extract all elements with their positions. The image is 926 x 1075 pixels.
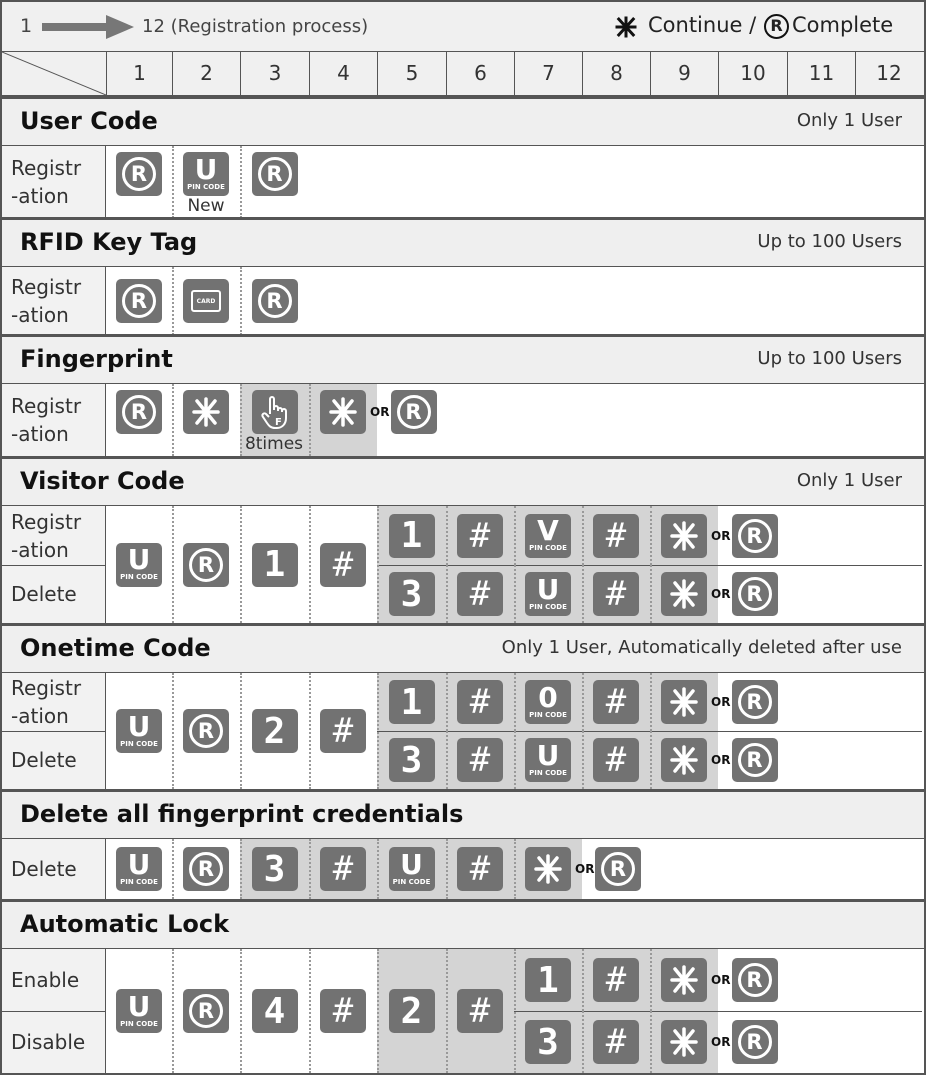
step-divider bbox=[650, 673, 652, 731]
asterisk-icon bbox=[532, 853, 564, 885]
section-title: User Code bbox=[20, 107, 158, 135]
step-from: 1 bbox=[20, 15, 33, 37]
key-r bbox=[732, 680, 778, 724]
hash-glyph: # bbox=[605, 960, 627, 1000]
r-circle-icon: R bbox=[738, 577, 772, 611]
column-number: 3 bbox=[240, 52, 309, 95]
step-divider bbox=[650, 1011, 652, 1073]
or-label: OR bbox=[711, 973, 731, 987]
row-label: Registr -ation bbox=[2, 384, 106, 456]
key-hash bbox=[320, 543, 366, 587]
pin-code-label: PIN CODE bbox=[120, 1019, 158, 1028]
r-circle-icon: R bbox=[189, 548, 223, 582]
r-circle-icon: R bbox=[397, 395, 431, 429]
pin-key-letter: U bbox=[127, 709, 151, 743]
finger-touch-icon bbox=[258, 394, 292, 430]
digit-glyph: 3 bbox=[400, 573, 423, 615]
step-divider bbox=[240, 673, 242, 789]
key-r bbox=[183, 847, 229, 891]
step-divider bbox=[514, 731, 516, 789]
step-divider bbox=[240, 839, 242, 899]
key-r bbox=[732, 958, 778, 1002]
key-fingerprint bbox=[252, 390, 298, 434]
key-r bbox=[183, 709, 229, 753]
key-3 bbox=[389, 572, 435, 616]
column-number: 2 bbox=[172, 52, 240, 95]
key-hash bbox=[320, 847, 366, 891]
section-note: Up to 100 Users bbox=[757, 231, 902, 252]
row-separator bbox=[2, 1011, 106, 1012]
digit-glyph: 2 bbox=[400, 990, 423, 1032]
key-u bbox=[525, 572, 571, 616]
hash-glyph: # bbox=[469, 991, 491, 1031]
key-r bbox=[183, 543, 229, 587]
hash-glyph: # bbox=[469, 849, 491, 889]
row-separator bbox=[2, 565, 106, 566]
row-label: Delete bbox=[2, 731, 106, 789]
section-title: Automatic Lock bbox=[20, 910, 230, 938]
step-divider bbox=[446, 839, 448, 899]
step-divider bbox=[172, 839, 174, 899]
asterisk-icon bbox=[668, 520, 700, 552]
step-divider bbox=[582, 1011, 584, 1073]
r-circle-icon: R bbox=[764, 14, 789, 39]
key-hash bbox=[593, 738, 639, 782]
step-divider bbox=[514, 506, 516, 565]
key-r bbox=[252, 152, 298, 196]
hash-glyph: # bbox=[605, 1022, 627, 1062]
step-divider bbox=[446, 731, 448, 789]
digit-glyph: 1 bbox=[400, 681, 423, 723]
key-r bbox=[391, 390, 437, 434]
key-hash bbox=[457, 680, 503, 724]
key-u bbox=[525, 738, 571, 782]
row-label: Registr -ation bbox=[2, 146, 106, 218]
diagonal-divider bbox=[2, 52, 106, 95]
hash-glyph: # bbox=[332, 849, 354, 889]
r-circle-icon: R bbox=[601, 852, 635, 886]
hash-glyph: # bbox=[605, 515, 627, 556]
step-divider bbox=[582, 673, 584, 731]
or-label: OR bbox=[711, 587, 731, 601]
step-divider bbox=[582, 731, 584, 789]
column-number: 6 bbox=[446, 52, 514, 95]
step-divider bbox=[446, 949, 448, 1073]
section-title: Fingerprint bbox=[20, 345, 173, 373]
key-r bbox=[116, 152, 162, 196]
step-divider bbox=[446, 565, 448, 623]
digit-glyph: 1 bbox=[263, 544, 286, 585]
pin-code-label: PIN CODE bbox=[120, 739, 158, 748]
step-divider bbox=[309, 949, 311, 1073]
key-star bbox=[661, 958, 707, 1002]
step-divider bbox=[514, 565, 516, 623]
step-divider bbox=[377, 839, 379, 899]
row-separator bbox=[514, 1011, 922, 1012]
r-circle-icon: R bbox=[738, 685, 772, 719]
key-1 bbox=[389, 680, 435, 724]
step-divider bbox=[582, 506, 584, 565]
pin-key-letter: 0 bbox=[538, 680, 558, 714]
card-icon: CARD bbox=[191, 290, 221, 312]
section-heading bbox=[2, 96, 924, 146]
step-note: New bbox=[187, 196, 225, 216]
pin-key-letter: U bbox=[127, 847, 151, 881]
step-note: 8times bbox=[244, 434, 304, 454]
key-v bbox=[525, 514, 571, 558]
key-star bbox=[661, 514, 707, 558]
key-3 bbox=[525, 1020, 571, 1064]
section-title: Delete all fingerprint credentials bbox=[20, 800, 464, 828]
or-label: OR bbox=[575, 862, 595, 876]
step-divider bbox=[446, 506, 448, 565]
asterisk-icon bbox=[614, 15, 638, 39]
pin-code-label: PIN CODE bbox=[392, 877, 431, 886]
r-circle-icon: R bbox=[189, 714, 223, 748]
key-u bbox=[116, 989, 162, 1033]
svg-text:F: F bbox=[274, 417, 282, 428]
section-heading bbox=[2, 789, 924, 839]
hash-glyph: # bbox=[332, 711, 354, 751]
key-star bbox=[661, 572, 707, 616]
key-r bbox=[732, 572, 778, 616]
key-star bbox=[661, 738, 707, 782]
step-divider bbox=[309, 506, 311, 623]
key-hash bbox=[457, 572, 503, 616]
digit-glyph: 3 bbox=[400, 739, 423, 781]
step-divider bbox=[514, 839, 516, 899]
digit-glyph: 1 bbox=[537, 959, 559, 1001]
key-hash bbox=[593, 680, 639, 724]
hash-glyph: # bbox=[332, 544, 354, 585]
r-circle-icon: R bbox=[258, 157, 292, 191]
row-label: Registr -ation bbox=[2, 673, 106, 731]
step-divider bbox=[650, 731, 652, 789]
section-heading bbox=[2, 334, 924, 384]
section-note: Only 1 User, Automatically deleted after use bbox=[501, 637, 902, 658]
key-star bbox=[525, 847, 571, 891]
title-bar bbox=[2, 2, 924, 52]
hash-glyph: # bbox=[332, 991, 354, 1031]
key-star bbox=[661, 1020, 707, 1064]
key-star bbox=[183, 390, 229, 434]
pin-code-label: PIN CODE bbox=[187, 182, 225, 191]
section-heading bbox=[2, 456, 924, 506]
section-note: Only 1 User bbox=[796, 470, 902, 491]
step-divider bbox=[582, 949, 584, 1011]
pin-code-label: PIN CODE bbox=[529, 602, 567, 611]
r-circle-icon: R bbox=[258, 284, 292, 318]
section-heading bbox=[2, 899, 924, 949]
key-hash bbox=[593, 958, 639, 1002]
step-divider bbox=[172, 673, 174, 789]
hash-glyph: # bbox=[605, 574, 627, 614]
pin-code-label: PIN CODE bbox=[120, 877, 158, 886]
row-label: Delete bbox=[2, 565, 106, 623]
asterisk-icon bbox=[668, 744, 700, 776]
step-divider bbox=[172, 506, 174, 623]
key-hash bbox=[457, 847, 503, 891]
digit-glyph: 3 bbox=[263, 848, 286, 890]
hash-glyph: # bbox=[605, 740, 627, 780]
key-hash bbox=[593, 1020, 639, 1064]
key-r bbox=[116, 390, 162, 434]
row-separator bbox=[2, 731, 106, 732]
key-hash bbox=[320, 989, 366, 1033]
r-circle-icon: R bbox=[122, 284, 156, 318]
key-1 bbox=[389, 514, 435, 558]
key-o bbox=[525, 680, 571, 724]
pin-key-letter: U bbox=[127, 543, 151, 576]
step-divider bbox=[650, 565, 652, 623]
section-note: Up to 100 Users bbox=[757, 348, 902, 369]
step-divider bbox=[240, 506, 242, 623]
section-title: Onetime Code bbox=[20, 634, 211, 662]
hash-glyph: # bbox=[469, 740, 491, 780]
key-1 bbox=[252, 543, 298, 587]
key-u bbox=[116, 847, 162, 891]
or-label: OR bbox=[370, 405, 390, 419]
row-label: Delete bbox=[2, 839, 106, 899]
pin-key-letter: U bbox=[127, 989, 151, 1023]
step-divider bbox=[650, 949, 652, 1011]
column-number: 7 bbox=[514, 52, 582, 95]
step-divider bbox=[650, 506, 652, 565]
step-divider bbox=[582, 565, 584, 623]
section-title: Visitor Code bbox=[20, 467, 185, 495]
key-star bbox=[661, 680, 707, 724]
row-label: Disable bbox=[2, 1011, 106, 1073]
column-number: 9 bbox=[650, 52, 718, 95]
asterisk-icon bbox=[190, 396, 222, 428]
pin-key-letter: U bbox=[536, 572, 560, 606]
step-divider bbox=[514, 673, 516, 731]
key-r bbox=[116, 279, 162, 323]
legend-complete: Complete bbox=[792, 13, 894, 37]
hash-glyph: # bbox=[469, 515, 491, 556]
hash-glyph: # bbox=[469, 682, 491, 722]
step-divider bbox=[309, 673, 311, 789]
column-number: 8 bbox=[582, 52, 650, 95]
digit-glyph: 4 bbox=[263, 990, 286, 1032]
step-divider bbox=[240, 267, 242, 335]
step-divider bbox=[377, 673, 379, 789]
asterisk-icon bbox=[668, 686, 700, 718]
digit-glyph: 2 bbox=[263, 710, 286, 752]
step-divider bbox=[240, 146, 242, 218]
or-label: OR bbox=[711, 753, 731, 767]
r-circle-icon: R bbox=[122, 395, 156, 429]
row-label: Registr -ation bbox=[2, 506, 106, 565]
pin-code-label: PIN CODE bbox=[529, 768, 567, 777]
step-divider bbox=[377, 949, 379, 1073]
key-u bbox=[389, 847, 435, 891]
asterisk-icon bbox=[668, 578, 700, 610]
key-r bbox=[732, 514, 778, 558]
step-divider bbox=[172, 949, 174, 1073]
digit-glyph: 1 bbox=[400, 515, 423, 556]
column-number: 4 bbox=[309, 52, 377, 95]
pin-key-letter: V bbox=[537, 514, 559, 547]
pin-key-letter: U bbox=[194, 152, 218, 186]
arrow-right-icon bbox=[42, 15, 134, 39]
key-r bbox=[252, 279, 298, 323]
r-circle-icon: R bbox=[738, 1025, 772, 1059]
key-hash bbox=[593, 514, 639, 558]
row-label: Registr -ation bbox=[2, 267, 106, 335]
section-title: RFID Key Tag bbox=[20, 228, 198, 256]
or-label: OR bbox=[711, 1035, 731, 1049]
column-number: 12 bbox=[855, 52, 922, 95]
step-divider bbox=[309, 839, 311, 899]
or-label: OR bbox=[711, 528, 731, 543]
r-circle-icon: R bbox=[738, 963, 772, 997]
r-circle-icon: R bbox=[738, 519, 772, 553]
column-number: 11 bbox=[787, 52, 855, 95]
key-2 bbox=[252, 709, 298, 753]
step-to-label: 12 (Registration process) bbox=[142, 16, 369, 37]
step-divider bbox=[309, 384, 311, 456]
pin-code-label: PIN CODE bbox=[529, 544, 567, 552]
row-label: Enable bbox=[2, 949, 106, 1011]
key-hash bbox=[457, 514, 503, 558]
key-r bbox=[595, 847, 641, 891]
asterisk-icon bbox=[668, 964, 700, 996]
r-circle-icon: R bbox=[738, 743, 772, 777]
column-header-row bbox=[2, 52, 924, 98]
pin-code-label: PIN CODE bbox=[120, 573, 158, 581]
hash-glyph: # bbox=[605, 682, 627, 722]
step-divider bbox=[172, 384, 174, 456]
key-1 bbox=[525, 958, 571, 1002]
hash-glyph: # bbox=[469, 574, 491, 614]
legend-continue: Continue / bbox=[648, 13, 757, 37]
pin-code-label: PIN CODE bbox=[529, 710, 567, 719]
key-hash bbox=[320, 709, 366, 753]
step-divider bbox=[514, 949, 516, 1073]
r-circle-icon: R bbox=[189, 994, 223, 1028]
asterisk-icon bbox=[668, 1026, 700, 1058]
asterisk-icon bbox=[327, 396, 359, 428]
step-divider bbox=[446, 673, 448, 731]
pin-key-letter: U bbox=[400, 847, 423, 881]
key-u bbox=[116, 709, 162, 753]
key-3 bbox=[389, 738, 435, 782]
key-u bbox=[183, 152, 229, 196]
section-heading bbox=[2, 623, 924, 673]
digit-glyph: 3 bbox=[537, 1021, 559, 1063]
section-note: Only 1 User bbox=[796, 110, 902, 131]
key-2 bbox=[389, 989, 435, 1033]
section-heading bbox=[2, 217, 924, 267]
column-number: 5 bbox=[377, 52, 446, 95]
step-divider bbox=[377, 506, 379, 623]
r-circle-icon: R bbox=[122, 157, 156, 191]
column-number: 10 bbox=[718, 52, 787, 95]
key-hash bbox=[457, 738, 503, 782]
r-circle-icon: R bbox=[189, 852, 223, 886]
key-3 bbox=[252, 847, 298, 891]
step-divider bbox=[240, 949, 242, 1073]
step-divider bbox=[172, 267, 174, 335]
pin-key-letter: U bbox=[536, 738, 560, 772]
key-r bbox=[732, 1020, 778, 1064]
key-4 bbox=[252, 989, 298, 1033]
key-u bbox=[116, 543, 162, 587]
or-label: OR bbox=[711, 695, 731, 709]
key-hash bbox=[593, 572, 639, 616]
key-star bbox=[320, 390, 366, 434]
key-card bbox=[183, 279, 229, 323]
column-number: 1 bbox=[106, 52, 172, 95]
key-hash bbox=[457, 989, 503, 1033]
key-r bbox=[183, 989, 229, 1033]
key-r bbox=[732, 738, 778, 782]
